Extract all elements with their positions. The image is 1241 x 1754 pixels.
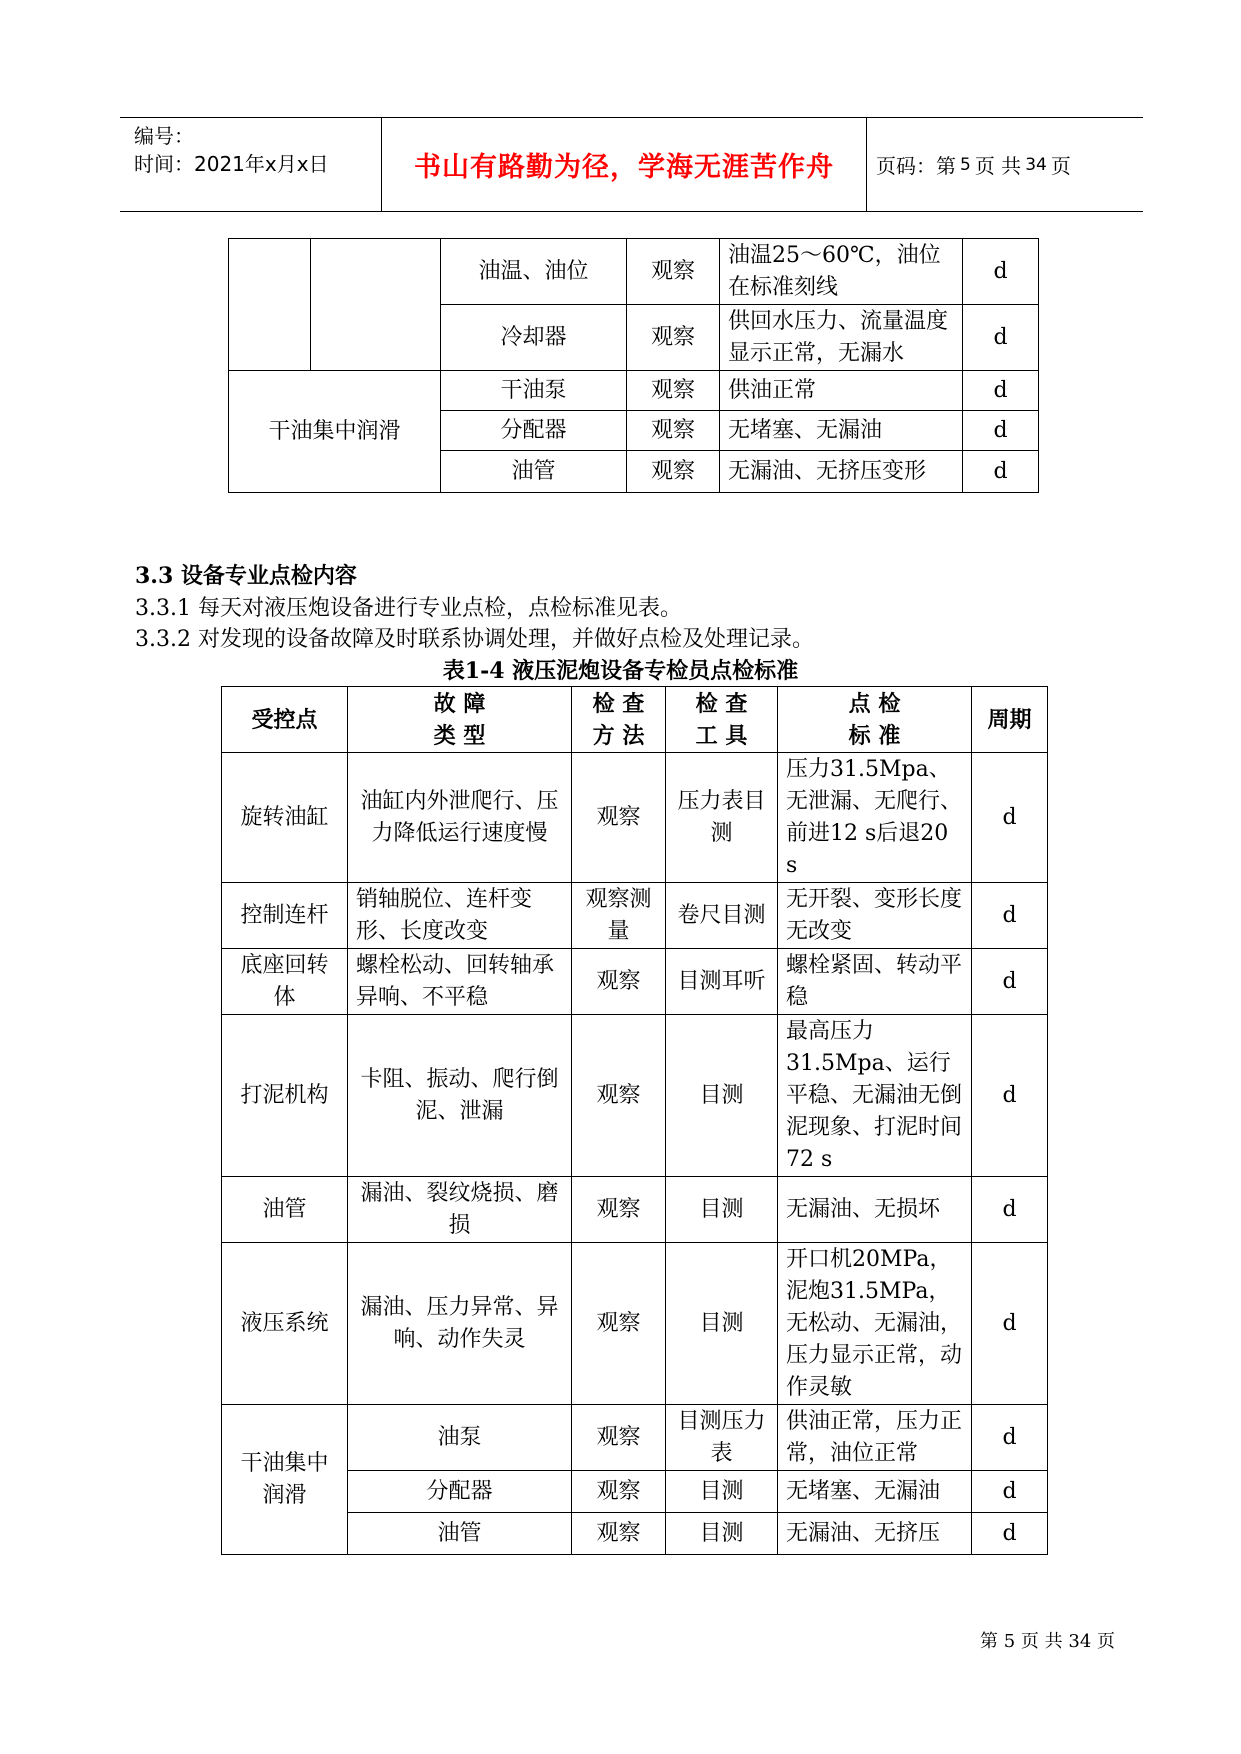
- doc-time: 时间：2021年x月x日: [134, 152, 329, 176]
- fault-cell: 卡阻、振动、爬行倒泥、泄漏: [348, 1015, 572, 1177]
- fault-cell: 漏油、压力异常、异响、动作失灵: [348, 1243, 572, 1405]
- point-cell: 油管: [222, 1177, 348, 1243]
- section-title: 3.3 设备专业点检内容: [135, 563, 357, 589]
- footer-page-total: 34: [1068, 1631, 1092, 1652]
- col-header-point: 受控点: [222, 687, 348, 753]
- check-cycle: d: [963, 305, 1039, 371]
- method-cell: 观察: [572, 753, 666, 883]
- standard-cell: 无漏油、无挤压: [778, 1513, 972, 1555]
- table-row: [222, 1177, 1048, 1243]
- header-page-info: [876, 118, 1071, 211]
- page-total: 34: [1025, 154, 1047, 175]
- col-header-tool: 检 查 工 具: [666, 687, 778, 753]
- check-item: 油管: [441, 451, 627, 493]
- paragraph: 3.3.2 对发现的设备故障及时联系协调处理，并做好点检及处理记录。: [135, 627, 814, 652]
- standard-cell: 最高压力31.5Mpa、运行平稳、无漏油无倒泥现象、打泥时间72 s: [778, 1015, 972, 1177]
- check-method: 观察: [627, 451, 720, 493]
- check-item: 干油泵: [441, 371, 627, 411]
- method-cell: 观察: [572, 1513, 666, 1555]
- table-row: [222, 1243, 1048, 1405]
- check-standard: 无堵塞、无漏油: [720, 411, 963, 451]
- check-standard: 供油正常: [720, 371, 963, 411]
- method-cell: 观察测量: [572, 883, 666, 949]
- method-cell: 观察: [572, 1471, 666, 1513]
- check-cycle: d: [963, 411, 1039, 451]
- check-standard: 油温25～60℃，油位在标准刻线: [720, 239, 963, 305]
- check-standard: 供回水压力、流量温度显示正常，无漏水: [720, 305, 963, 371]
- tool-cell: 目测: [666, 1471, 778, 1513]
- standard-cell: 无漏油、无损坏: [778, 1177, 972, 1243]
- col-header-standard: 点 检 标 准: [778, 687, 972, 753]
- point-cell: 干油集中润滑: [222, 1405, 348, 1555]
- fault-cell: 分配器: [348, 1471, 572, 1513]
- standard-cell: 无开裂、变形长度无改变: [778, 883, 972, 949]
- check-standard: 无漏油、无挤压变形: [720, 451, 963, 493]
- table-row: [222, 949, 1048, 1015]
- table-row: [222, 1015, 1048, 1177]
- page-footer: 第 5 页 共 34 页: [980, 1631, 1116, 1652]
- tool-cell: 目测: [666, 1243, 778, 1405]
- check-item: 油温、油位: [441, 239, 627, 305]
- check-method: 观察: [627, 305, 720, 371]
- cycle-cell: d: [972, 753, 1048, 883]
- cycle-cell: d: [972, 1405, 1048, 1471]
- check-method: 观察: [627, 239, 720, 305]
- page-mid: 页 共: [974, 154, 1022, 178]
- point-cell: 打泥机构: [222, 1015, 348, 1177]
- inspection-standard-table: [221, 686, 1048, 1555]
- page-suffix: 页: [1050, 154, 1071, 178]
- standard-cell: 压力31.5Mpa、无泄漏、无爬行、前进12 s后退20 s: [778, 753, 972, 883]
- check-cycle: d: [963, 451, 1039, 493]
- check-cycle: d: [963, 239, 1039, 305]
- method-cell: 观察: [572, 1177, 666, 1243]
- page-prefix: 页码：第: [876, 154, 956, 178]
- page-number: 5: [960, 154, 971, 175]
- point-cell: 底座回转体: [222, 949, 348, 1015]
- standard-cell: 无堵塞、无漏油: [778, 1471, 972, 1513]
- tool-cell: 压力表目测: [666, 753, 778, 883]
- page-header: [120, 117, 1143, 212]
- standard-cell: 供油正常，压力正常，油位正常: [778, 1405, 972, 1471]
- cycle-cell: d: [972, 883, 1048, 949]
- tool-cell: 目测: [666, 1513, 778, 1555]
- cycle-cell: d: [972, 1243, 1048, 1405]
- cycle-cell: d: [972, 1471, 1048, 1513]
- inspection-table-continued: [228, 238, 1039, 493]
- table-caption: 表1-4 液压泥炮设备专检员点检标准: [442, 658, 799, 684]
- standard-cell: 开口机20MPa，泥炮31.5MPa，无松动、无漏油，压力显示正常，动作灵敏: [778, 1243, 972, 1405]
- standard-cell: 螺栓紧固、转动平稳: [778, 949, 972, 1015]
- check-item: 分配器: [441, 411, 627, 451]
- header-motto: 书山有路勤为径，学海无涯苦作舟: [381, 118, 867, 211]
- check-method: 观察: [627, 371, 720, 411]
- point-cell: 液压系统: [222, 1243, 348, 1405]
- cycle-cell: d: [972, 949, 1048, 1015]
- table-row: [222, 753, 1048, 883]
- fault-cell: 螺栓松动、回转轴承异响、不平稳: [348, 949, 572, 1015]
- point-cell: 旋转油缸: [222, 753, 348, 883]
- fault-cell: 销轴脱位、连杆变形、长度改变: [348, 883, 572, 949]
- method-cell: 观察: [572, 949, 666, 1015]
- table-row: [222, 1405, 1048, 1471]
- check-cycle: d: [963, 371, 1039, 411]
- cycle-cell: d: [972, 1177, 1048, 1243]
- tool-cell: 目测: [666, 1177, 778, 1243]
- check-group: 干油集中润滑: [229, 371, 441, 493]
- table-row: [229, 239, 1039, 305]
- tool-cell: 目测: [666, 1015, 778, 1177]
- check-item: 冷却器: [441, 305, 627, 371]
- check-method: 观察: [627, 411, 720, 451]
- table-row: [222, 883, 1048, 949]
- point-cell: 控制连杆: [222, 883, 348, 949]
- header-meta: [134, 122, 329, 178]
- col-header-fault: 故 障 类 型: [348, 687, 572, 753]
- method-cell: 观察: [572, 1405, 666, 1471]
- tool-cell: 目测耳听: [666, 949, 778, 1015]
- fault-cell: 油管: [348, 1513, 572, 1555]
- method-cell: 观察: [572, 1015, 666, 1177]
- col-header-cycle: 周期: [972, 687, 1048, 753]
- table-row: [229, 371, 1039, 411]
- col-header-method: 检 查 方 法: [572, 687, 666, 753]
- doc-number-label: 编号：: [134, 124, 194, 148]
- fault-cell: 漏油、裂纹烧损、磨损: [348, 1177, 572, 1243]
- cycle-cell: d: [972, 1513, 1048, 1555]
- table-header-row: [222, 687, 1048, 753]
- fault-cell: 油缸内外泄爬行、压力降低运行速度慢: [348, 753, 572, 883]
- method-cell: 观察: [572, 1243, 666, 1405]
- footer-page-number: 5: [1003, 1631, 1016, 1652]
- tool-cell: 卷尺目测: [666, 883, 778, 949]
- cycle-cell: d: [972, 1015, 1048, 1177]
- tool-cell: 目测压力表: [666, 1405, 778, 1471]
- fault-cell: 油泵: [348, 1405, 572, 1471]
- paragraph: 3.3.1 每天对液压炮设备进行专业点检，点检标准见表。: [135, 596, 682, 621]
